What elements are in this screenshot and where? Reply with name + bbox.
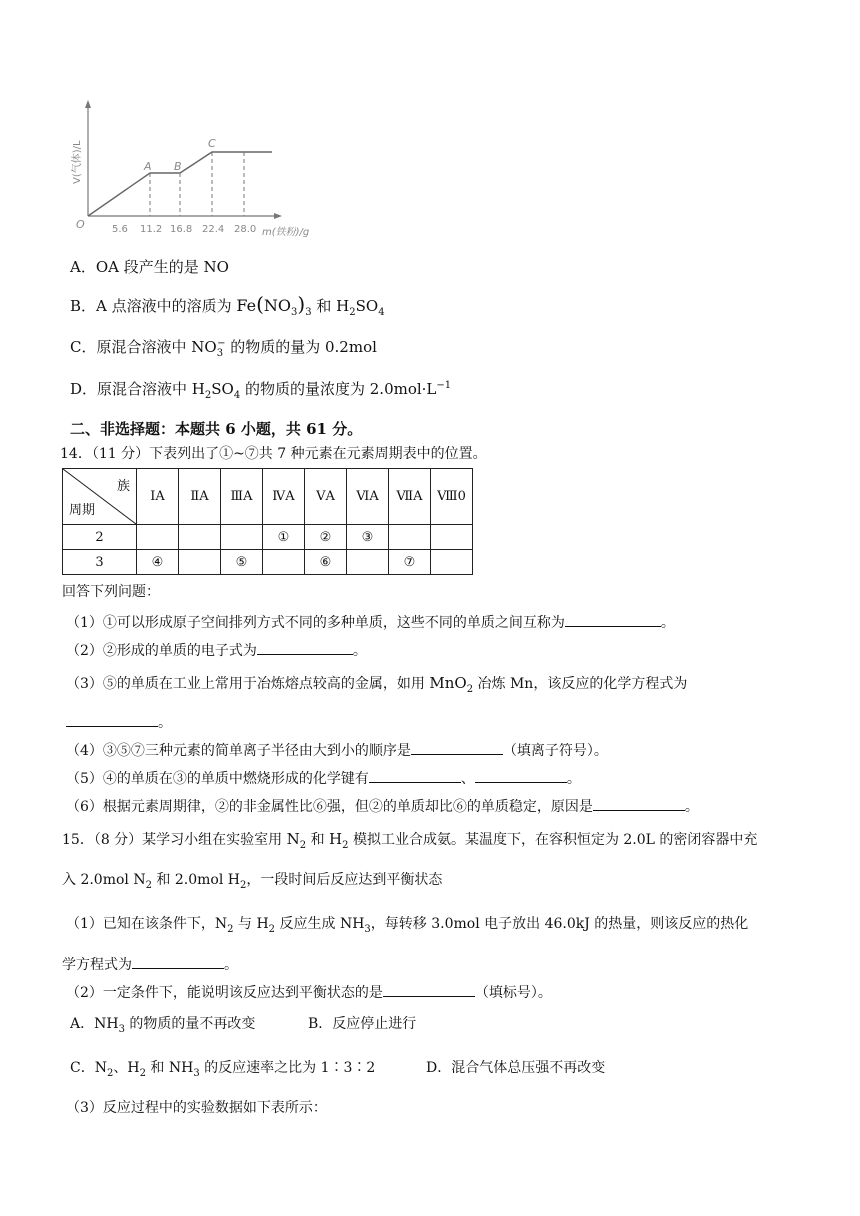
q15-option-c-suffix: 的反应速率之比为 1∶3∶2 <box>199 1060 376 1076</box>
comma-mark: 、 <box>460 771 475 787</box>
q15-option-c <box>70 1060 375 1080</box>
q15-sub3: （3）反应过程中的实验数据如下表所示： <box>66 1100 327 1116</box>
group-header: ⅡA <box>179 469 221 525</box>
period-cell: 2 <box>63 525 137 550</box>
group-header: ⅠA <box>137 469 179 525</box>
section-heading: 二、非选择题：本题共 6 小题，共 61 分。 <box>70 420 363 438</box>
origin-label: O <box>76 218 85 231</box>
q15-sub1-suffix: ，每转移 3.0mol 电子放出 46.0kJ 的热量，则该反应的热化 <box>370 916 749 932</box>
q14-sub3 <box>66 674 687 696</box>
element-cell <box>137 525 179 550</box>
element-cell <box>347 550 389 575</box>
sub-3b: 3 <box>305 307 312 318</box>
q15-sub1-with: 与 <box>233 916 257 932</box>
q14-sub4-suffix: （填离子符号）。 <box>502 743 608 759</box>
formula-mno2: MnO <box>429 674 467 692</box>
sub-4: 4 <box>378 307 385 318</box>
period-mark: 。 <box>566 771 581 787</box>
period-mark: 。 <box>158 715 172 731</box>
q14-sub2 <box>66 640 367 660</box>
q15-option-a <box>70 1016 255 1036</box>
q15-option-c-mid2: 和 <box>145 1060 169 1076</box>
sub-4d: 4 <box>233 390 241 401</box>
x-tick-0: 5.6 <box>112 224 128 235</box>
element-cell <box>389 525 431 550</box>
q14-sub4-text: （4）③⑤⑦三种元素的简单离子半径由大到小的顺序是 <box>66 743 411 759</box>
q14-sub3-line2 <box>66 712 172 732</box>
q15-sub2-text: （2）一定条件下，能说明该反应达到平衡状态的是 <box>66 985 383 1001</box>
q15-line2-prefix: 入 2.0mol <box>62 872 134 888</box>
q15-line1-suffix: 模拟工业合成氨。某温度下，在容积恒定为 2.0L 的密闭容器中充 <box>348 832 758 848</box>
formula-no3-ion: NO <box>191 338 217 356</box>
answer-blank[interactable] <box>369 768 461 783</box>
q14-sub5 <box>66 768 581 788</box>
element-cell <box>431 550 473 575</box>
q14-sub4 <box>66 740 608 760</box>
sub-3: 3 <box>193 1067 200 1079</box>
table-row <box>63 525 473 550</box>
formula-nh3: NH <box>94 1016 119 1032</box>
answer-blank[interactable] <box>257 640 353 655</box>
element-cell <box>179 525 221 550</box>
q15-option-a-prefix: A． <box>70 1016 95 1032</box>
point-label-A: A <box>144 160 152 173</box>
sub-3a: 3 <box>291 307 298 318</box>
period-mark: 。 <box>352 643 367 659</box>
group-header: Ⅷ0 <box>431 469 473 525</box>
period-cell: 3 <box>63 550 137 575</box>
element-cell <box>431 525 473 550</box>
formula-so4-d: SO <box>211 380 234 398</box>
y-axis-arrow <box>85 100 91 108</box>
formula-nh3: NH <box>168 1060 194 1076</box>
q14-sub5-text: （5）④的单质在③的单质中燃烧形成的化学键有 <box>66 771 369 787</box>
sub-2: 2 <box>349 307 356 318</box>
element-cell: ⑦ <box>389 550 431 575</box>
element-cell: ⑤ <box>221 550 263 575</box>
sub-3c: 3 <box>216 348 224 359</box>
sub-2d: 2 <box>204 390 212 401</box>
sup-minus1: −1 <box>436 380 452 391</box>
q15-line2 <box>62 872 442 892</box>
q15-sub1-line2 <box>62 954 238 974</box>
x-tick-2: 16.8 <box>170 224 193 235</box>
answer-blank[interactable] <box>132 954 224 969</box>
sub-2h: 2 <box>240 879 247 891</box>
group-header: ⅥA <box>347 469 389 525</box>
formula-h2so4-d: H <box>191 380 205 398</box>
q13-option-c-prefix: C．原混合溶液中 <box>70 338 192 356</box>
q15-option-d: D．混合气体总压强不再改变 <box>426 1060 606 1076</box>
y-axis-label: V(气体)/L <box>72 140 83 184</box>
group-header: ⅢA <box>221 469 263 525</box>
q15-sub2 <box>66 982 552 1002</box>
formula-h2: H <box>227 872 240 888</box>
q14-sub3-mid: 冶炼 Mn，该反应的化学方程式为 <box>473 676 688 692</box>
element-cell <box>263 550 305 575</box>
q13-option-d-prefix: D．原混合溶液中 <box>70 380 192 398</box>
q15-option-b: B．反应停止进行 <box>308 1016 417 1032</box>
q15-line2-suffix: ，一段时间后反应达到平衡状态 <box>246 872 443 888</box>
answer-prompt: 回答下列问题： <box>62 584 160 600</box>
q13-option-c <box>70 338 377 360</box>
answer-blank[interactable] <box>565 612 661 627</box>
sub-3: 3 <box>364 923 371 935</box>
point-label-C: C <box>208 137 216 150</box>
sub-2n: 2 <box>227 923 234 935</box>
formula-n2: N <box>286 830 300 848</box>
x-axis-label: m(铁粉)/g <box>262 227 310 238</box>
formula-h2: H <box>127 1060 140 1076</box>
corner-cell <box>63 469 137 525</box>
q15-sub1-prefix: （1）已知在该条件下， <box>66 916 215 932</box>
answer-blank[interactable] <box>411 740 503 755</box>
formula-n2: N <box>94 1060 107 1076</box>
q13-option-c-suffix: 的物质的量为 0.2mol <box>225 338 377 356</box>
formula-nh3: NH <box>339 916 365 932</box>
answer-blank[interactable] <box>475 768 567 783</box>
sub-2n: 2 <box>106 1067 114 1079</box>
group-header: ⅤA <box>305 469 347 525</box>
element-cell <box>179 550 221 575</box>
q15-line1 <box>62 830 757 852</box>
q15-option-c-mid1: 、 <box>113 1060 128 1076</box>
periodic-table <box>62 468 473 575</box>
q13-option-b-mid: 和 <box>311 297 337 315</box>
q15-option-a-suffix: 的物质的量不再改变 <box>124 1016 256 1032</box>
formula-fe: Fe <box>236 296 257 315</box>
corner-group-label: 族 <box>116 479 130 494</box>
sup-minus: − <box>217 338 226 349</box>
formula-n2: N <box>133 872 146 888</box>
period-mark: 。 <box>224 957 238 973</box>
q15-sub1-line2-text: 学方程式为 <box>62 957 132 973</box>
sub-2n: 2 <box>145 879 152 891</box>
q15-option-c-prefix: C． <box>70 1060 95 1076</box>
q15-line2-mid: 和 2.0mol <box>151 872 228 888</box>
element-cell: ② <box>305 525 347 550</box>
paren-close: ) <box>297 292 306 316</box>
x-axis-arrow <box>274 213 282 219</box>
answer-blank[interactable] <box>383 982 475 997</box>
formula-h2so4-h: H <box>336 297 350 315</box>
paren-open: ( <box>256 292 264 316</box>
q15-sub1 <box>66 916 748 936</box>
element-cell: ③ <box>347 525 389 550</box>
formula-h2: H <box>329 830 343 848</box>
element-cell: ① <box>263 525 305 550</box>
corner-period-label: 周期 <box>69 503 96 518</box>
sub-2h: 2 <box>342 839 349 851</box>
q13-option-b <box>70 292 385 319</box>
q13-option-d-mid: 的物质的量浓度为 2.0mol·L <box>240 380 437 398</box>
period-mark: 。 <box>684 799 699 815</box>
q15-line1-and: 和 <box>306 832 330 848</box>
q15-sub2-suffix: （填标号）。 <box>474 985 552 1001</box>
q14-sub6 <box>66 796 699 816</box>
x-tick-1: 11.2 <box>140 224 163 235</box>
sub-2m: 2 <box>466 683 474 695</box>
q14-sub2-text: （2）②形成的单质的电子式为 <box>66 643 257 659</box>
sub-2n: 2 <box>299 839 307 851</box>
q13-option-a: A．OA 段产生的是 NO <box>70 258 229 276</box>
q14-sub3-prefix: （3）⑤的单质在工业上常用于冶炼熔点较高的金属，如用 <box>66 676 430 692</box>
element-cell <box>221 525 263 550</box>
formula-no3: NO <box>263 296 292 315</box>
group-header: ⅣA <box>263 469 305 525</box>
volume-mass-graph <box>60 96 350 246</box>
element-cell: ⑥ <box>305 550 347 575</box>
q15-sub1-mid: 反应生成 <box>275 916 340 932</box>
sub-3: 3 <box>118 1023 125 1035</box>
element-cell: ④ <box>137 550 179 575</box>
formula-h2: H <box>256 916 269 932</box>
period-mark: 。 <box>660 615 675 631</box>
formula-n2: N <box>214 916 228 932</box>
point-label-B: B <box>174 160 182 173</box>
sub-2h: 2 <box>139 1067 146 1079</box>
q13-option-d <box>70 380 451 402</box>
q14-sub6-text: （6）根据元素周期律，②的非金属性比⑥强，但②的单质却比⑥的单质稳定，原因是 <box>66 799 593 815</box>
q14-sub1-text: （1）①可以形成原子空间排列方式不同的多种单质，这些不同的单质之间互称为 <box>66 615 565 631</box>
x-tick-3: 22.4 <box>202 224 225 235</box>
q14-sub1 <box>66 612 675 632</box>
q15-line1-prefix: 15．（8 分）某学习小组在实验室用 <box>62 832 287 848</box>
answer-blank[interactable] <box>593 796 685 811</box>
q14-intro: 14．（11 分）下表列出了①~⑦共 7 种元素在元素周期表中的位置。 <box>60 446 487 462</box>
x-tick-4: 28.0 <box>234 224 257 235</box>
table-row <box>63 550 473 575</box>
sub-2h: 2 <box>268 923 276 935</box>
answer-blank[interactable] <box>66 712 158 727</box>
group-header: ⅦA <box>389 469 431 525</box>
q13-option-b-prefix: B．A 点溶液中的溶质为 <box>70 297 237 315</box>
formula-so4: SO <box>355 297 379 315</box>
